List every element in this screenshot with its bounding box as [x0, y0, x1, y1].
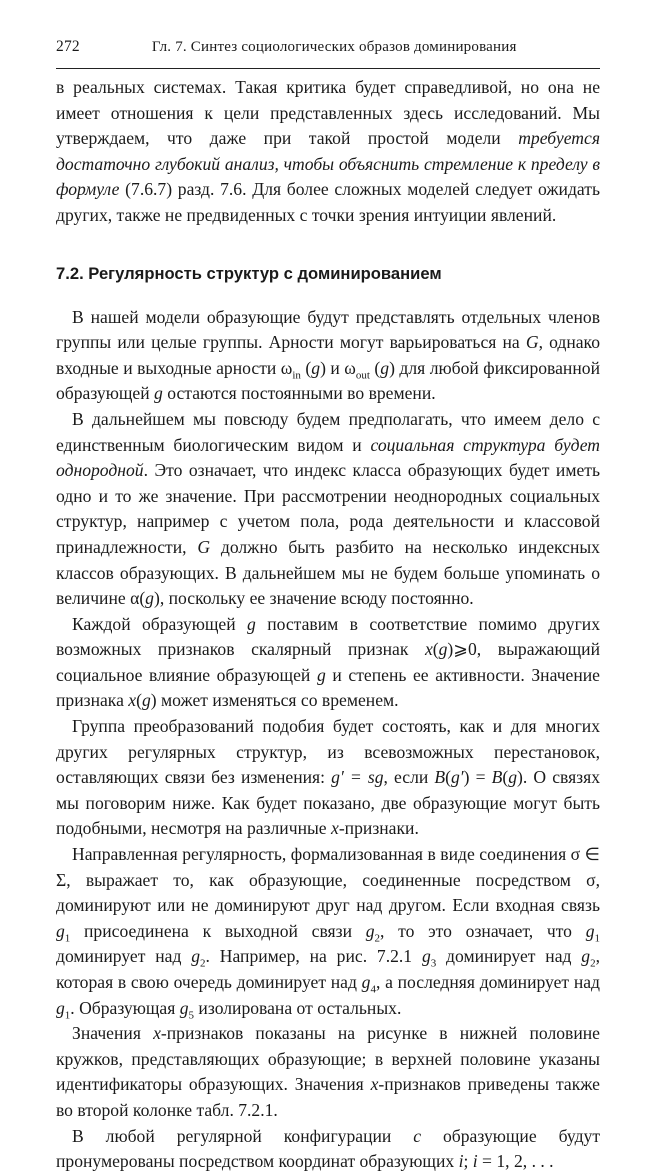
text-run: ) и ω — [320, 357, 356, 378]
text-run: в реальных системах. Такая критика будет справедливой, но она не имеет отношения к цели представленных здесь исследований. Мы утверждаем, что даже при такой простой модели — [56, 77, 600, 149]
text-run: (7.6.7) разд. 7.6. Для более сложных моделей следует ожидать других, также не предвиденных с точки зрения интуиции явлений. — [56, 179, 600, 225]
running-header — [56, 0, 600, 69]
italic-text: g — [380, 357, 390, 378]
text-run: , а последняя доминирует над — [375, 972, 601, 992]
italic-text: социальная структура будет однородной — [56, 434, 600, 481]
italic-text: g — [365, 920, 375, 941]
text-run: -признаков приведены также во второй колонке табл. 7.2.1. — [56, 1074, 600, 1120]
italic-text: g — [179, 997, 189, 1018]
italic-text: g — [316, 664, 326, 685]
text-run: ( — [300, 357, 312, 378]
text-run: присоединена к выходной связи — [70, 920, 366, 941]
italic-text: x — [128, 690, 137, 711]
text-run: ; — [463, 1151, 473, 1172]
subscript: out — [355, 369, 370, 382]
italic-text: g — [154, 383, 163, 404]
text-run: доминирует над — [436, 946, 582, 967]
italic-text: x — [153, 1023, 161, 1044]
text-run: ( — [445, 767, 451, 788]
italic-text: g — [438, 639, 448, 660]
italic-text: g — [145, 588, 154, 609]
text-run: В любой регулярной конфигурации — [72, 1125, 414, 1146]
subscript: 2 — [374, 932, 381, 945]
subscript: 5 — [188, 1009, 195, 1022]
italic-text: g — [247, 613, 256, 634]
italic-text: g — [361, 972, 371, 992]
italic-text: i — [458, 1151, 464, 1172]
italic-text: g — [581, 946, 591, 967]
text-run: В нашей модели образующие будут представлять отдельных членов группы или целые группы. Арности могут варьироваться на — [56, 306, 600, 353]
italic-text: x — [370, 1074, 379, 1095]
italic-text: g — [311, 357, 321, 378]
text-run: Направленная регулярность, формализованная в виде соединения σ ∈ Σ, выражает то, как образующие, соединенные посредством σ, доминируют или не доминируют друг над другом. Если входная связь — [56, 844, 600, 916]
text-run: Группа преобразований подобия будет состоять, как и для многих других регулярных структур, из всевозможных перестановок, оставляющих связи без изменения: — [56, 716, 600, 788]
paragraph — [56, 1124, 600, 1175]
italic-text: g′ = sg — [331, 767, 384, 788]
text-run: ( — [502, 767, 509, 788]
text-run: , если — [383, 767, 435, 788]
subscript: 2 — [590, 957, 596, 970]
text-run: Значения — [72, 1023, 154, 1044]
italic-text: x — [331, 818, 339, 839]
page-number: 272 — [56, 38, 80, 55]
text-run: = 1, 2, . . . — [477, 1151, 554, 1172]
text-run: . Например, на рис. 7.2.1 — [205, 946, 422, 967]
text-run: -признаков показаны на рисунке в нижней половине кружков, представляющих образующие; в верхней половине указаны идентификаторы образующих. Значения — [56, 1023, 600, 1095]
subscript: 1 — [64, 1009, 71, 1022]
text-run: ), поскольку ее значение всюду постоянно. — [153, 588, 474, 609]
text-run: поставим в соответствие помимо других возможных признаков скалярный признак — [56, 613, 600, 660]
italic-text: g — [508, 767, 518, 788]
text-run: ( — [136, 690, 142, 711]
text-run: остаются постоянными во времени. — [162, 383, 436, 404]
text-run: ) = — [463, 767, 492, 788]
paragraph — [56, 714, 600, 842]
text-run: В дальнейшем мы повсюду будем предполагать, что имеем дело с единственным биологическим видом и — [56, 408, 600, 455]
italic-text: i — [472, 1151, 478, 1172]
text-run: Каждой образующей — [72, 613, 248, 634]
text-run: должно быть разбито на несколько индексных классов образующих. В дальнейшем мы не будем больше упоминать о величине α( — [56, 536, 600, 609]
subscript: 2 — [200, 957, 206, 970]
section-heading: 7.2. Регулярность структур с доминированием — [56, 263, 442, 283]
page-body — [56, 69, 600, 1175]
italic-text: c — [413, 1125, 422, 1146]
text-run: ). О связях мы поговорим ниже. Как будет показано, две образующие могут быть подобными, несмотря на различные — [56, 767, 601, 839]
subscript: 1 — [594, 932, 600, 945]
italic-text: g — [191, 946, 201, 967]
italic-text: G — [197, 536, 211, 557]
text-run: образующие будут пронумерованы посредством координат образующих — [56, 1125, 601, 1172]
continued-text — [56, 75, 600, 229]
paragraph — [56, 305, 600, 407]
running-title: Гл. 7. Синтез социологических образов доминирования — [151, 39, 517, 55]
text-run: ( — [432, 639, 439, 660]
subscript: in — [292, 369, 301, 382]
italic-text: B — [491, 767, 503, 788]
text-run: )⩾0, выражающий социальное влияние образующей — [56, 639, 600, 685]
italic-text: g — [585, 920, 595, 941]
paragraph — [56, 612, 600, 714]
subscript: 1 — [64, 932, 71, 945]
italic-text: G — [525, 332, 539, 353]
paragraph — [56, 407, 600, 612]
text-run: ( — [369, 357, 381, 378]
italic-text: x — [424, 639, 433, 660]
subscript: 4 — [370, 983, 376, 996]
text-run: доминирует над — [56, 946, 192, 967]
text-run: ) может изменяться со временем. — [150, 690, 399, 711]
italic-text: B — [434, 767, 446, 788]
text-run: и степень ее активности. Значение признака — [56, 664, 600, 711]
text-run: -признаки. — [338, 818, 419, 839]
text-run: , то это означает, что — [380, 920, 586, 941]
text-run: . Образующая — [70, 997, 180, 1018]
subscript: 3 — [430, 957, 437, 970]
text-run: , однако входные и выходные арности ω — [56, 332, 601, 378]
italic-text: g — [141, 690, 151, 711]
text-run: , которая в свою очередь доминирует над — [56, 946, 600, 992]
text-run: . Это означает, что индекс класса образующих будет иметь одно и то же значение. При рассмотрении неоднородных социальных структур, например с учетом пола, рода деятельности и классовой принадлежности, — [56, 460, 600, 557]
text-run: изолирована от остальных. — [194, 997, 402, 1018]
italic-text: g — [56, 997, 65, 1018]
paragraph — [56, 842, 600, 1021]
paragraph — [56, 75, 600, 229]
italic-text: g — [421, 946, 431, 967]
text-run: ) для любой фиксированной образующей — [56, 357, 600, 404]
section-text — [56, 305, 600, 1175]
italic-text: требуется достаточно глубокий анализ, чтобы объяснить стремление к пределу в формуле — [56, 128, 600, 200]
italic-text: g′ — [450, 767, 464, 788]
italic-text: g — [56, 920, 65, 941]
paragraph — [56, 1021, 600, 1123]
